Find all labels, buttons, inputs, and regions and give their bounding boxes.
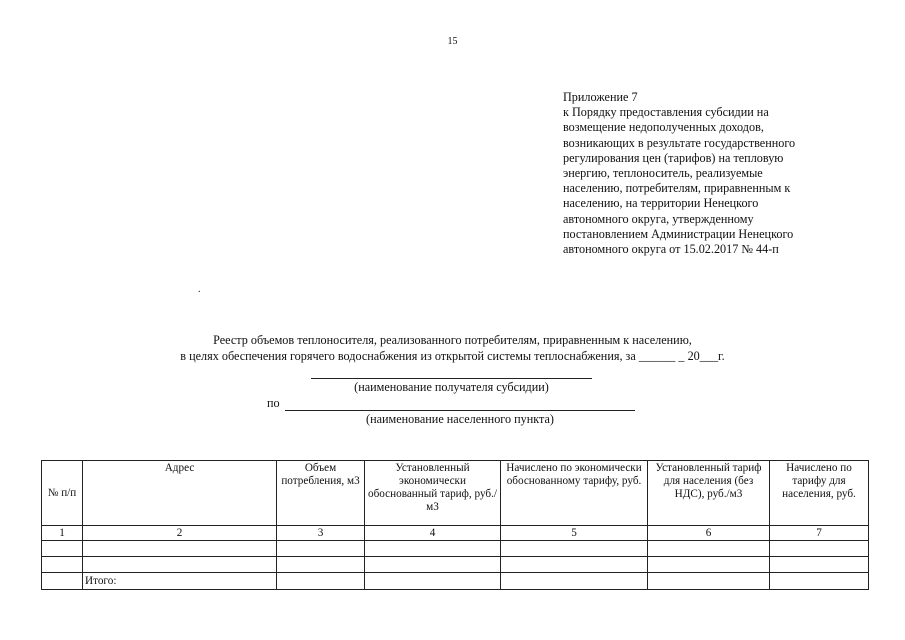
table-cell bbox=[648, 557, 770, 573]
column-index-cell: 3 bbox=[277, 526, 365, 541]
column-index-cell: 5 bbox=[501, 526, 648, 541]
annex-line: к Порядку предоставления субсидии на bbox=[563, 105, 769, 120]
header-cell-address: Адрес bbox=[83, 461, 277, 526]
annex-block bbox=[563, 90, 853, 257]
table-cell bbox=[42, 541, 83, 557]
table-cell bbox=[277, 573, 365, 590]
column-index-cell: 1 bbox=[42, 526, 83, 541]
total-row bbox=[42, 573, 869, 590]
annex-line: автономного округа, утвержденному bbox=[563, 211, 754, 226]
table-cell bbox=[83, 557, 277, 573]
table-cell bbox=[501, 557, 648, 573]
header-cell-charged-economic: Начислено по экономически обоснованному тарифу, руб. bbox=[501, 461, 648, 526]
registry-table bbox=[41, 460, 869, 590]
table-cell bbox=[501, 541, 648, 557]
annex-line: автономного округа от 15.02.2017 № 44-п bbox=[563, 242, 779, 257]
table-cell bbox=[648, 541, 770, 557]
column-index-row bbox=[42, 526, 869, 541]
registry-title-line-1: Реестр объемов теплоносителя, реализованного потребителям, приравненным к населению, bbox=[213, 333, 692, 347]
annex-line: населению, потребителям, приравненным к bbox=[563, 181, 791, 196]
table-cell bbox=[277, 557, 365, 573]
table-cell bbox=[365, 557, 501, 573]
column-index-cell: 4 bbox=[365, 526, 501, 541]
annex-line: населению, на территории Ненецкого bbox=[563, 196, 759, 211]
annex-line: энергию, теплоноситель, реализуемые bbox=[563, 166, 763, 181]
table-cell bbox=[501, 573, 648, 590]
annex-line: возмещение недополученных доходов, bbox=[563, 120, 764, 135]
table-row bbox=[42, 541, 869, 557]
header-cell-charged-population: Начислено по тарифу для населения, руб. bbox=[770, 461, 869, 526]
header-cell-number: № п/п bbox=[42, 461, 83, 526]
registry-title-line-2: в целях обеспечения горячего водоснабжения из открытой системы теплоснабжения, за ______ _ 20___г. bbox=[180, 349, 725, 363]
table-cell bbox=[770, 573, 869, 590]
settlement-caption: (наименование населенного пункта) bbox=[366, 412, 554, 426]
table-cell bbox=[770, 557, 869, 573]
recipient-caption: (наименование получателя субсидии) bbox=[354, 380, 549, 394]
recipient-fill-line bbox=[311, 378, 592, 379]
table-cell bbox=[83, 541, 277, 557]
table-header-row bbox=[42, 461, 869, 526]
table-row bbox=[42, 557, 869, 573]
column-index-cell: 2 bbox=[83, 526, 277, 541]
header-cell-volume: Объем потребления, м3 bbox=[277, 461, 365, 526]
settlement-fill-line bbox=[285, 410, 635, 411]
annex-line: постановлением Администрации Ненецкого bbox=[563, 226, 794, 241]
annex-line: возникающих в результате государственного bbox=[563, 135, 796, 150]
column-index-cell: 6 bbox=[648, 526, 770, 541]
annex-line: Приложение 7 bbox=[563, 90, 638, 104]
annex-line: регулирования цен (тарифов) на тепловую bbox=[563, 150, 784, 165]
table-cell bbox=[42, 573, 83, 590]
settlement-prefix: по bbox=[267, 396, 280, 410]
stray-dot: . bbox=[198, 284, 201, 295]
table-cell bbox=[365, 541, 501, 557]
total-label: Итого: bbox=[83, 573, 277, 590]
header-cell-economic-tariff: Установленный экономически обоснованный тариф, руб./м3 bbox=[365, 461, 501, 526]
column-index-cell: 7 bbox=[770, 526, 869, 541]
table-cell bbox=[365, 573, 501, 590]
header-cell-population-tariff: Установленный тариф для населения (без НДС), руб./м3 bbox=[648, 461, 770, 526]
table-cell bbox=[770, 541, 869, 557]
page-number: 15 bbox=[447, 36, 458, 47]
table-cell bbox=[277, 541, 365, 557]
table-cell bbox=[648, 573, 770, 590]
table-cell bbox=[42, 557, 83, 573]
